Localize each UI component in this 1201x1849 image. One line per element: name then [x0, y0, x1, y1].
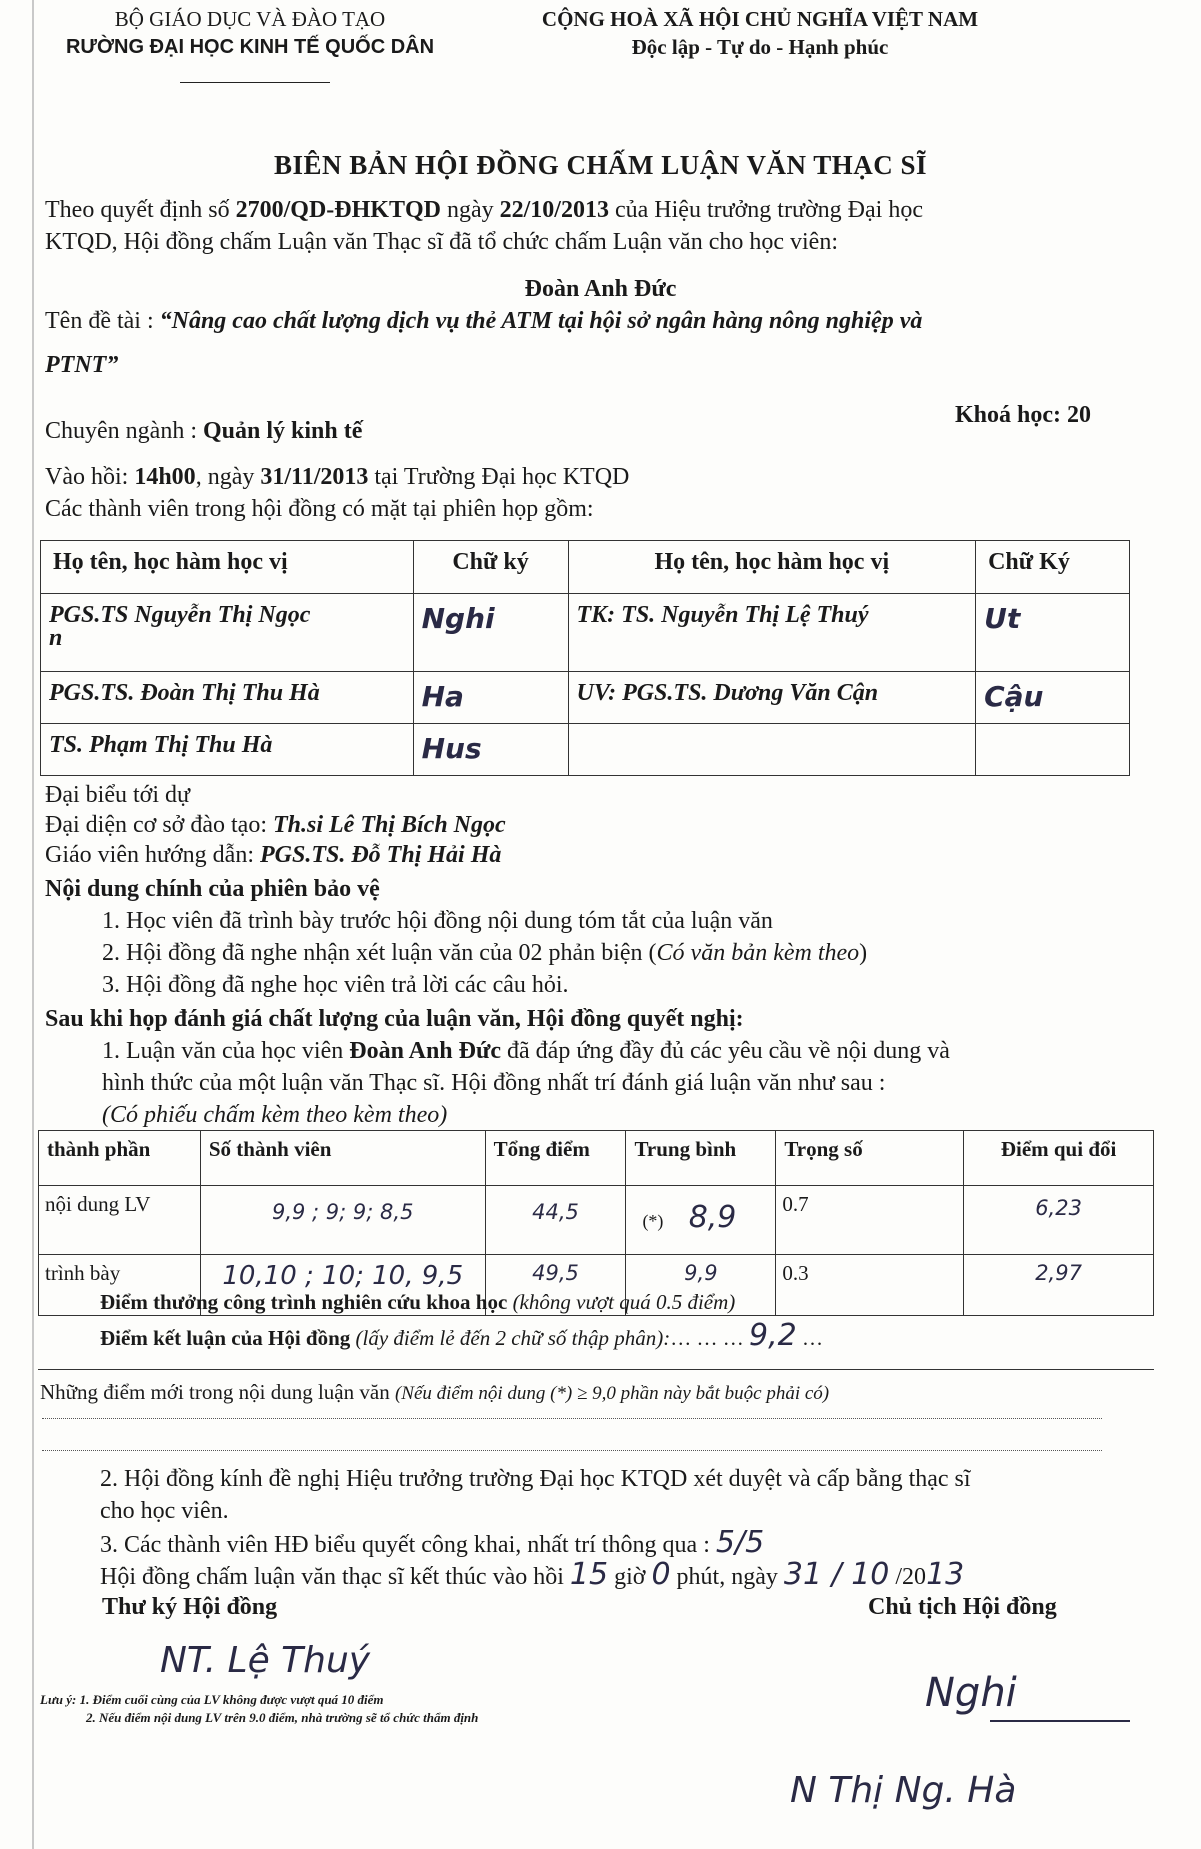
closing-text: Hội đồng chấm luận văn thạc sĩ kết thúc vào hồi — [100, 1564, 570, 1590]
member-name: TS. Phạm Thị Thu Hà — [41, 724, 414, 776]
training-rep-name: Th.si Lê Thị Bích Ngọc — [273, 812, 506, 838]
col-header: Chữ ký — [413, 541, 568, 594]
member-name: PGS.TS. Đoàn Thị Thu Hà — [41, 672, 414, 724]
final-dots: … … … — [670, 1326, 749, 1350]
secretary-signature: NT. Lệ Thuý — [160, 1640, 371, 1681]
guests-label: Đại biểu tới dự — [45, 782, 191, 808]
resolution-text: đã đáp ứng đầy đủ các yêu cầu về nội dung và — [501, 1038, 950, 1064]
resolution-heading: Sau khi họp đánh giá chất lượng của luận văn, Hội đồng quyết nghị: — [45, 1006, 744, 1032]
advisor-label: Giáo viên hướng dẫn: — [45, 842, 260, 868]
topic-label: Tên đề tài : — [45, 308, 160, 334]
intro-line-2: KTQD, Hội đồng chấm Luận văn Thạc sĩ đã tổ chức chấm Luận văn cho học viên: — [45, 229, 838, 255]
weight-cell: 0.7 — [776, 1186, 964, 1255]
motto: Độc lập - Tự do - Hạnh phúc — [631, 35, 889, 59]
member-signature: Cậu — [976, 672, 1130, 724]
session-heading: Nội dung chính của phiên bảo vệ — [45, 876, 380, 902]
col-header: Số thành viên — [200, 1131, 485, 1186]
footnote-line-2: 2. Nếu điểm nội dung LV trên 9.0 điểm, nhà trường sẽ tổ chức thẩm định — [86, 1710, 479, 1725]
component-cell: nội dung LV — [39, 1186, 201, 1255]
section-divider — [38, 1369, 1154, 1370]
bonus-label: Điểm thưởng công trình nghiên cứu khoa học — [100, 1290, 513, 1314]
secretary-label: Thư ký Hội đồng — [102, 1594, 278, 1620]
member-signature: Ha — [413, 672, 568, 724]
new-points-line — [40, 1380, 829, 1405]
course-label: Khoá học: 20 — [955, 402, 1092, 428]
component-cell: trình bày — [39, 1255, 201, 1316]
header-rule — [180, 82, 330, 83]
member-row — [41, 724, 1130, 776]
score-table — [38, 1130, 1154, 1316]
col-header: Trọng số — [776, 1131, 964, 1186]
score-row — [39, 1186, 1154, 1255]
footnote-text: 1. Điểm cuối cùng của LV không được vượt quá 10 điểm — [79, 1692, 384, 1707]
members-table — [40, 540, 1130, 776]
topic-line-2: PTNT” — [45, 352, 119, 378]
col-header: Họ tên, học hàm học vị — [41, 541, 414, 594]
resolution-student: Đoàn Anh Đức — [349, 1038, 502, 1064]
republic-name: CỘNG HOÀ XÃ HỘI CHỦ NGHĨA VIỆT NAM — [541, 7, 979, 31]
bonus-line — [100, 1290, 735, 1315]
header-right — [500, 5, 1020, 61]
member-signature: Nghi — [413, 594, 568, 672]
session-item-1: 1. Học viên đã trình bày trước hội đồng nội dung tóm tắt của luận văn — [102, 908, 773, 934]
session-item-text: ) — [859, 940, 868, 966]
session-item-2 — [102, 938, 1172, 968]
decision-number: 2700/QD-ĐHKTQD — [235, 197, 441, 223]
advisor-line — [45, 840, 1115, 870]
average-score: 9,9 — [626, 1255, 776, 1316]
final-score-line — [100, 1318, 823, 1353]
advisor-name: PGS.TS. Đỗ Thị Hải Hà — [260, 842, 502, 868]
member-name-cont: n — [49, 625, 63, 651]
time-text: , ngày — [195, 464, 261, 490]
time-label: Vào hồi: — [45, 464, 135, 490]
member-name: TK: TS. Nguyễn Thị Lệ Thuý — [568, 594, 976, 672]
total-score: 49,5 — [485, 1255, 626, 1316]
final-dots: … — [796, 1326, 823, 1350]
closing-item-2: 2. Hội đồng kính đề nghị Hiệu trưởng trường Đại học KTQD xét duyệt và cấp bằng thạc sĩ — [100, 1466, 971, 1492]
university-name: RƯỜNG ĐẠI HỌC KINH TẾ QUỐC DÂN — [65, 36, 435, 58]
vote-result: 5/5 — [715, 1525, 765, 1560]
score-header-row — [39, 1131, 1154, 1186]
time-value: 14h00 — [134, 464, 196, 490]
dotted-line — [42, 1450, 1102, 1451]
end-date: 31 / 10 — [783, 1557, 890, 1592]
resolution-line-2: hình thức của một luận văn Thạc sĩ. Hội đồng nhất trí đánh giá luận văn như sau : — [102, 1070, 886, 1096]
col-header: Tổng điểm — [485, 1131, 626, 1186]
member-name-cell — [41, 594, 414, 672]
members-intro: Các thành viên trong hội đồng có mặt tại phiên họp gồm: — [45, 496, 594, 522]
footnote-line-1 — [40, 1692, 384, 1708]
member-name: PGS.TS Nguyễn Thị Ngọc — [49, 602, 311, 628]
intro-text: ngày — [440, 197, 500, 223]
closing-text: 3. Các thành viên HĐ biểu quyết công khai, nhất trí thông qua : — [100, 1532, 716, 1558]
dotted-line — [42, 1418, 1102, 1419]
member-row — [41, 594, 1130, 672]
time-text: tại Trường Đại học KTQD — [368, 464, 630, 490]
chair-handwritten-name: N Thị Ng. Hà — [790, 1770, 1017, 1811]
closing-text: giờ — [608, 1564, 652, 1590]
col-header: Trung bình — [626, 1131, 776, 1186]
member-scores: 10,10 ; 10; 10, 9,5 — [200, 1255, 485, 1316]
session-item-3: 3. Hội đồng đã nghe học viên trả lời các câu hỏi. — [102, 972, 569, 998]
end-year: 13 — [926, 1557, 965, 1592]
closing-time-line — [100, 1557, 1170, 1592]
session-item-note: Có văn bản kèm theo — [656, 940, 860, 966]
chair-signature: Nghi — [925, 1670, 1017, 1716]
footnote-label: Lưu ý: — [40, 1692, 80, 1707]
student-name: Đoàn Anh Đức — [524, 276, 677, 302]
training-rep-line — [45, 810, 1115, 840]
decision-date: 22/10/2013 — [499, 197, 609, 223]
average-score: 8,9 — [688, 1200, 737, 1235]
converted-score: 6,23 — [964, 1186, 1154, 1255]
average-mark: (*) — [642, 1211, 664, 1231]
member-scores: 9,9 ; 9; 9; 8,5 — [200, 1186, 485, 1255]
major-label: Chuyên ngành : — [45, 418, 203, 444]
closing-item-3 — [100, 1525, 1170, 1560]
closing-item-2-cont: cho học viên. — [100, 1498, 229, 1524]
col-header: Họ tên, học hàm học vị — [568, 541, 976, 594]
member-signature: Hus — [413, 724, 568, 776]
session-item-text: 2. Hội đồng đã nghe nhận xét luận văn của 02 phản biện ( — [102, 940, 657, 966]
col-header: Điểm qui đổi — [964, 1131, 1154, 1186]
final-score: 9,2 — [749, 1318, 797, 1353]
training-rep-label: Đại diện cơ sở đào tạo: — [45, 812, 273, 838]
final-note: (lấy điểm lẻ đến 2 chữ số thập phân): — [355, 1326, 671, 1350]
member-name — [568, 724, 976, 776]
major-value: Quản lý kinh tế — [202, 418, 363, 444]
col-header: thành phần — [39, 1131, 201, 1186]
intro-text: Theo quyết định số — [45, 197, 236, 223]
closing-text: /20 — [889, 1564, 927, 1590]
ministry-name: BỘ GIÁO DỤC VÀ ĐÀO TẠO — [114, 7, 386, 31]
date-value: 31/11/2013 — [260, 464, 369, 490]
col-header: Chữ Ký — [976, 541, 1130, 594]
closing-text: phút, ngày — [670, 1564, 784, 1590]
final-label: Điểm kết luận của Hội đồng — [100, 1326, 356, 1350]
new-points-label: Những điểm mới trong nội dung luận văn — [40, 1380, 395, 1404]
new-points-note: (Nếu điểm nội dung (*) ≥ 9,0 phần này bắt buộc phải có) — [394, 1383, 830, 1404]
end-minute: 0 — [651, 1557, 671, 1592]
header-left — [0, 5, 500, 61]
resolution-text: 1. Luận văn của học viên — [102, 1038, 350, 1064]
resolution-item-1 — [102, 1036, 1172, 1066]
time-line — [45, 462, 1115, 492]
total-score: 44,5 — [485, 1186, 626, 1255]
end-hour: 15 — [569, 1557, 609, 1592]
intro-line-1 — [45, 195, 1115, 225]
members-header-row — [41, 541, 1130, 594]
member-signature — [976, 724, 1130, 776]
converted-score: 2,97 — [964, 1255, 1154, 1316]
document-title: BIÊN BẢN HỘI ĐỒNG CHẤM LUẬN VĂN THẠC SĨ — [273, 150, 928, 180]
intro-text: của Hiệu trưởng trường Đại học — [608, 197, 923, 223]
signature-stroke — [990, 1720, 1130, 1722]
topic-title: “Nâng cao chất lượng dịch vụ thẻ ATM tại hội sở ngân hàng nông nghiệp và — [159, 308, 923, 334]
resolution-line-3: (Có phiếu chấm kèm theo kèm theo) — [102, 1102, 448, 1128]
chair-label: Chủ tịch Hội đồng — [868, 1594, 1057, 1620]
topic-line-1 — [45, 306, 1115, 336]
member-name: UV: PGS.TS. Dương Văn Cận — [568, 672, 976, 724]
member-row — [41, 672, 1130, 724]
member-signature: Ut — [976, 594, 1130, 672]
weight-cell: 0.3 — [776, 1255, 964, 1316]
average-cell — [626, 1186, 776, 1255]
bonus-note: (không vượt quá 0.5 điểm) — [512, 1290, 736, 1314]
